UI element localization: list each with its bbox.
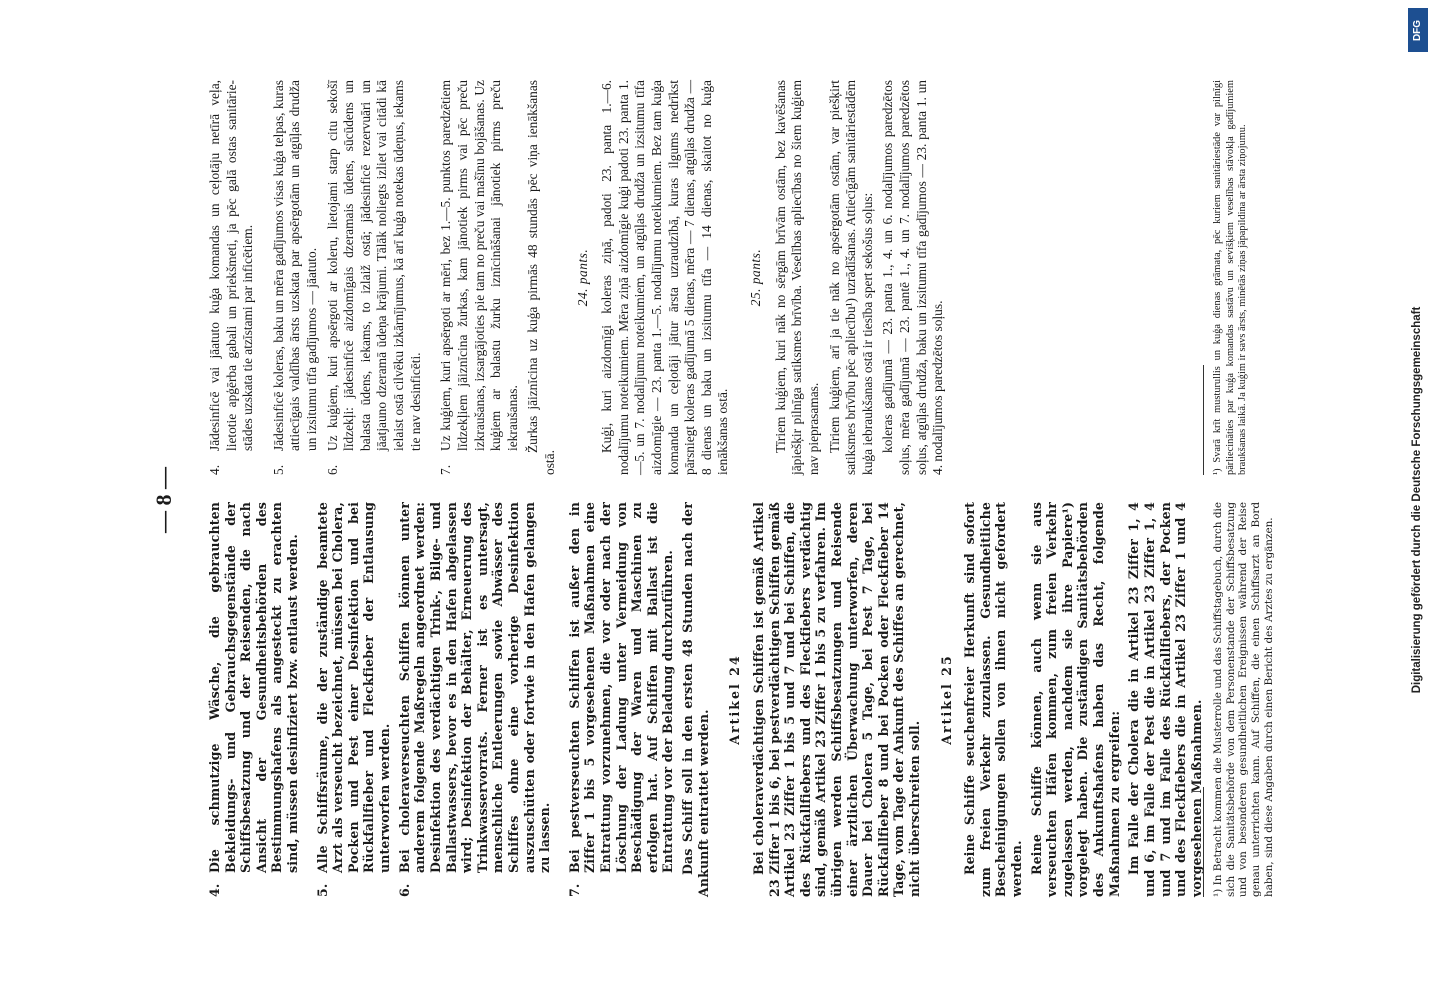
item-text: Jādesinficē vai jāatuto kuģa komandas un ceļotāju netīrā veļa, lietotie apģērba gabali un priekšmeti, ja pēc galā ostas sanitārie-stādes uzskata tie atzīstami par inficētiem. (207, 80, 256, 451)
item-text: Die schmutzige Wäsche, die gebrauchten Bekleidungs- und Gebrauchsgegenstände der Schiffsbesatzung und der Reisenden, die nach Ansicht der Gesundheitsbehörden des Bestimmungshafens als angesteckt zu erachten sind, müssen desinfiziert bzw. entlaust werden. (207, 502, 301, 873)
item-text: Bei choleraverseuchten Schiffen können unter anderem folgende Maßregeln angeordnet werden: Desinfektion des verdächtigen Trink-, Bilge- und Ballastwassers, bevor es in den Hafen abgelassen wird; Desinfektion der Behälter, Erneuerung des Trinkwasservorrats. Ferner ist es untersagt, menschliche Entleerungen sowie Abwässer des Schiffes ohne eine vorherige Desinfektion auszuschütten oder fortwie in den Hafen gelangen zu lassen. (396, 502, 553, 873)
latvian-article-24-text: Kuģi, kuri aizdomīgi koleras ziņā, padoti 23. panta 1.—6. nodalījumu noteikumiem. Mēra ziņā aizdomīgie kuģi padoti 23. panta 1.—5. un 7. nodalījumu noteikumiem, un atgūļas drudža un izsitumu tīfa aizdomīgie — 23. panta 1.—5. nodalījumu noteikumiem. Bez tam kuģa komanda un ceļotāji jātur ārsta uzraudzībā, kuras ilgums nedrīkst pārsniegt koleras gadījumā 5 dienas, mēra — 7 dienas, atgūļas drudža — 8 dienas un baku un izsitumu tīfa — 14 dienas, skaitot no kuģa ienākšanas ostā. (599, 80, 731, 475)
latvian-footnote-rule (1203, 365, 1204, 475)
german-footnote-rule (1203, 787, 1204, 897)
latvian-item-7 (438, 80, 521, 475)
latvian-article-25-text-2: Tīriem kuģiem, arī ja tie nāk no apsērgotām ostām, var piešķirt satiksmes brīvību pēc apliecību¹) uzrādīšanas. Attiecīgām sanitāriestādēm kuģa iebraukšanas ostā ir tiesība spert sekošus soļus: (826, 80, 875, 475)
german-item-7 (567, 502, 676, 897)
digitization-credit-text: Digitalisierung gefördert durch die Deutsche Forschungsgemeinschaft (1411, 306, 1423, 694)
item-number: 4. (207, 464, 222, 475)
latvian-article-24-heading: 24. pants. (574, 248, 590, 307)
latvian-article-25-text-3: koleras gadījumā — 23. panta 1., 4. un 6. nodalījumos paredzētos soļus, mēra gadījumā — 23. pantē 1., 4. un 7. nodalījumos paredzētos soļus, atgūļas drudža, baku un izsitumu tīfa gadījumos — 23. panta 1. un 4. nodalījumos paredzētos soļus. (880, 80, 946, 475)
item-text: Alle Schiffsräume, die der zuständige beamtete Arzt als verseucht bezeichnet, müssen bei Cholera, Pocken und Pest einer Desinfektion und bei Rückfallfieber und Fleckfieber der Entlausung unterworfen werden. (314, 502, 393, 873)
german-paragraph: Das Schiff soll in den ersten 48 Stunden nach der Ankunft entrattet werden. (680, 502, 711, 897)
latvian-article-25-text-1: Tīriem kuģiem, kuri nāk no sērgām brīvām ostām, bez kavēšanas jāpiešķir pilnīga satiksmes brīvība. Veselības apliecības no šiem kuģiem nav pieprasamas. (772, 80, 821, 475)
latvian-item-6 (325, 80, 425, 475)
german-article-25-text-1: Reine Schiffe seuchenfreier Herkunft sind sofort zum freien Verkehr zuzulassen. Gesundheitliche Bescheinigungen sollen von ihnen nicht gefordert werden. (962, 502, 1025, 897)
item-text: Jādesinficē koleras, baku un mēra gadījumos visas kuģa telpas, kuras attiecīgais valdības ārsts uzskata par apsērgotām un atgūļas drudža un izsitumu tīfa gadījumos — jāatuto. (270, 80, 320, 451)
item-text: Uz kuģiem, kuri apsērgoti ar mēri, bez 1.—5. punktos paredzētiem līdzekļiem jāiznīcina žurkas, kam jānotiek pirms vai pēc preču izkraušanas, izsargājoties pie tam no preču vai mašīnu bojāšanas. Uz kuģiem ar balastu žurku iznīcināšanai jānotiek pirms preču iekraušanas. (438, 80, 520, 451)
german-item-6 (397, 502, 553, 897)
latvian-item-5 (271, 80, 321, 475)
dfg-logo: DFG (1408, 8, 1428, 52)
item-number: 4. (207, 883, 222, 897)
german-article-25-text-2: Reine Schiffe können, auch wenn sie aus verseuchten Häfen kommen, zum freien Verkehr zugelassen werden, nachdem sie ihre Papiere¹) vorgelegt haben. Die zuständigen Sanitätsbehörden des Ankunftshafens haben das Recht, folgende Maßnahmen zu ergreifen: (1028, 502, 1122, 897)
latvian-item-4 (207, 80, 257, 475)
latvian-footnote: ¹) Svarā krīt musturullis un kuģa dienas grāmata, pēc kuriem sanitāriestāde var pilnīgi pārliecināties par kuģa komandas sastāvu un sevišķiem veselības stāvokļa gadījumiem braukšanas laikā. Ja kuģim ir savs ārsts, minētās ziņas jāpapildina ar ārsta ziņojumu. (1212, 80, 1249, 475)
latvian-paragraph: Žurkas jāiznīcina uz kuģa pirmās 48 stundās pēc viņa ienākšanas ostā. (525, 80, 557, 475)
page-number: — 8 — (151, 467, 176, 533)
german-article-25-heading: Artikel 25 (938, 654, 954, 745)
german-column (207, 502, 1208, 897)
latvian-article-25-heading: 25. pants. (748, 248, 764, 307)
item-number: 7. (566, 883, 582, 897)
german-article-24-heading: Artikel 24 (727, 654, 743, 745)
german-article-25-text-3: Im Falle der Cholera die in Artikel 23 Ziffer 1, 4 und 6, im Falle der Pest die in Artikel 23 Ziffer 1, 4 und 7 und im Falle des Rückfallfiebers, der Pocken und des Fleckfiebers die in Artikel 23 Ziffer 1 und 4 vorgesehenen Maßnahmen. (1126, 502, 1204, 897)
item-number: 5. (314, 883, 330, 897)
item-text: Uz kuģiem, kuri apsērgoti ar koleru, lietojami starp citu sekošī līdzekļi: jādesinficē aizdomīgais dzeramais ūdens, sūcūdens un balasta ūdens, iekams, to izlaiž ostā; jādesinficē rezervuāri un jāatjauno dzeramā ūdeņa krājumi. Tālāk noliegts izliet vai citādi kā ielaist ostā cilvēku izkārnījumus, kā arī kuģa notekas ūdeņus, iekams tie nav desinficēti. (324, 80, 423, 451)
german-item-4 (207, 502, 301, 897)
item-number: 5. (270, 464, 286, 475)
item-number: 7. (438, 464, 454, 475)
german-article-24-text: Bei choleraverdächtigen Schiffen ist gemäß Artikel 23 Ziffer 1 bis 6, bei pestverdächtigen Schiffen gemäß Artikel 23 Ziffer 1 bis 5 und 7 und bei Schiffen, die des Rückfallfiebers und des Fleckfiebers verdächtig sind, gemäß Artikel 23 Ziffer 1 bis 5 zu verfahren. Im übrigen werden Schiffsbesatzungen und Reisende einer ärztlichen Überwachung unterworfen, deren Dauer bei Cholera 5 Tage, bei Pest 7 Tage, bei Rückfallfieber 8 und bei Pocken oder Fleckfieber 14 Tage, vom Tage der Ankunft des Schiffes an gerechnet, nicht überschreiten soll. (750, 502, 922, 897)
german-item-5 (315, 502, 393, 897)
latvian-column (207, 80, 951, 475)
item-text: Bei pestverseuchten Schiffen ist außer den in Ziffer 1 bis 5 vorgesehenen Maßnahmen eine Entrattung vorzunehmen, die vor oder nach der Löschung der Ladung unter Vermeidung von Beschädigung der Waren und Maschinen zu erfolgen hat. Auf Schiffen mit Ballast ist die Entrattung vor der Beladung durchzuführen. (566, 502, 676, 873)
digitization-credit-strip (1400, 0, 1434, 1000)
rotated-document-page (87, 25, 1347, 975)
german-footnote: ¹) In Betracht kommen die Musterrolle und das Schiffstagebuch, durch die sich die Sanitätsbehörde von dem Personenstande der Schiffsbesatzung und von besonderen gesundheitlichen Ereignissen während der Reise genau unterrichten kann. Auf Schiffen, die einen Schiffsarzt an Bord haben, sind diese Angaben durch einen Bericht des Arztes zu ergänzen. (1212, 502, 1275, 897)
item-number: 6. (324, 464, 340, 475)
item-number: 6. (396, 883, 412, 897)
